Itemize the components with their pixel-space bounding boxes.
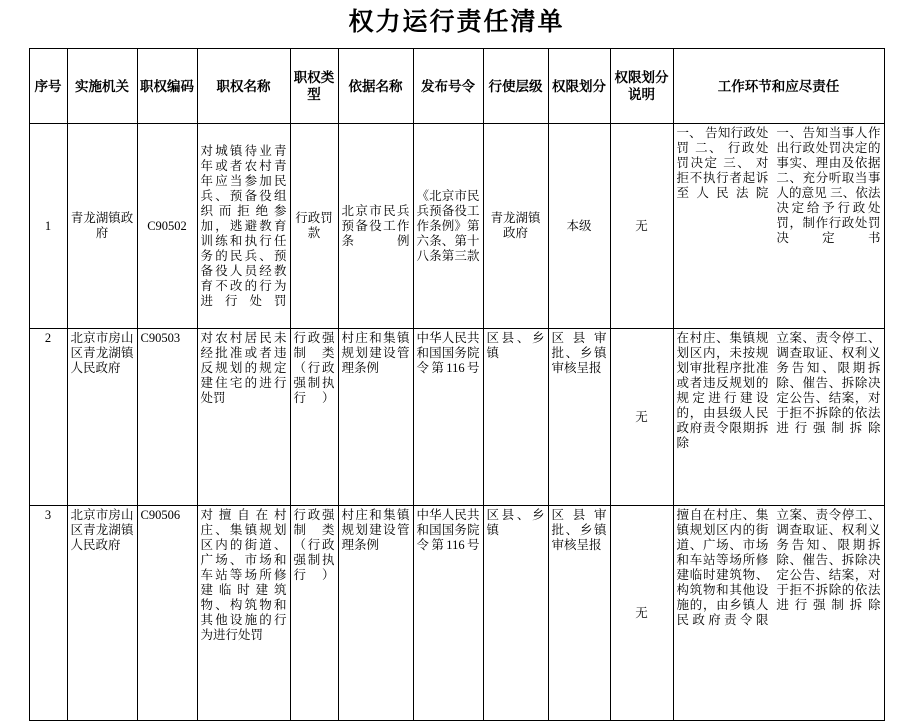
cell-scope: 一、 告知行政处罚 二、 行政处罚决定 三、 对拒不执行者起诉至人民法院 [676,126,769,200]
cell-duty-detail: 立案、责令停工、调查取证、权利义务告知、限期拆除、催告、拆除决定公告、结案，对于拒不拆除的依法进行强制拆除 [776,508,881,612]
cell-type: 行政强制类（行政强制执行） [290,506,338,721]
column-header-seq: 序号 [29,49,67,124]
cell-division: 区县审批、乡镇审核呈报 [548,329,610,506]
cell-division-note: 无 [610,124,673,329]
column-header-division-note: 权限划分说明 [610,49,673,124]
cell-seq: 1 [29,124,67,329]
cell-code: C90503 [137,329,197,506]
cell-decree: 中华人民共和国国务院令第116号 [413,329,483,506]
column-header-division: 权限划分 [548,49,610,124]
cell-name: 对擅自在村庄、集镇规划区内的街道、广场、市场和车站等场所修建临时建筑物、构筑物和其他设施的行为进行处罚 [197,506,290,721]
cell-type: 行政罚款 [290,124,338,329]
cell-seq: 2 [29,329,67,506]
cell-scope: 在村庄、集镇规划区内，未按规划审批程序批准或者违反规划的规定进行建设的，由县级人民政府责令限期拆除 [676,331,769,450]
cell-organ: 北京市房山区青龙湖镇人民政府 [67,506,137,721]
cell-division-note: 无 [610,329,673,506]
table-row [29,506,884,721]
cell-duties [673,506,884,721]
cell-decree: 中华人民共和国国务院令第116号 [413,506,483,721]
table-row [29,329,884,506]
column-header-level: 行使层级 [483,49,548,124]
cell-division-note: 无 [610,506,673,721]
document-page [0,8,913,725]
cell-scope: 擅自在村庄、集镇规划区内的街道、广场、市场和车站等场所修建临时建筑物、构筑物和其他设施的，由乡镇人民政府责令限 [676,508,769,627]
cell-code: C90506 [137,506,197,721]
cell-duties [673,329,884,506]
column-header-organ: 实施机关 [67,49,137,124]
table-header-row [29,49,884,124]
column-header-name: 职权名称 [197,49,290,124]
cell-organ: 北京市房山区青龙湖镇人民政府 [67,329,137,506]
cell-basis: 北京市民兵预备役工作条例 [338,124,413,329]
column-header-duties: 工作环节和应尽责任 [673,49,884,124]
column-header-decree: 发布号令 [413,49,483,124]
cell-level: 青龙湖镇政府 [483,124,548,329]
cell-division: 本级 [548,124,610,329]
cell-basis: 村庄和集镇规划建设管理条例 [338,506,413,721]
cell-division: 区县审批、乡镇审核呈报 [548,506,610,721]
cell-seq: 3 [29,506,67,721]
cell-duty-detail: 立案、责令停工、调查取证、权利义务告知、限期拆除、催告、拆除决定公告、结案，对于拒不拆除的依法进行强制拆除 [776,331,881,435]
cell-decree: 《北京市民兵预备役工作条例》第六条、第十八条第三款 [413,124,483,329]
cell-organ: 青龙湖镇政府 [67,124,137,329]
power-responsibility-table [29,48,885,721]
column-header-type: 职权类型 [290,49,338,124]
column-header-basis: 依据名称 [338,49,413,124]
cell-level: 区县、乡镇 [483,329,548,506]
cell-name: 对农村居民未经批准或者违反规划的规定建住宅的进行处罚 [197,329,290,506]
cell-basis: 村庄和集镇规划建设管理条例 [338,329,413,506]
table-row [29,124,884,329]
cell-code: C90502 [137,124,197,329]
cell-level: 区县、乡镇 [483,506,548,721]
cell-duty-detail: 一、告知当事人作出行政处罚决定的事实、理由及依据 二、充分听取当事人的意见 三、依法决定给予行政处罚，制作行政处罚决定书 [776,126,881,245]
page-title: 权力运行责任清单 [348,9,565,36]
cell-duties [673,124,884,329]
cell-name: 对城镇待业青年或者农村青年应当参加民兵、预备役组织而拒绝参加，逃避教育训练和执行任务的民兵、预备役人员经教育不改的行为进行处罚 [197,124,290,329]
column-header-code: 职权编码 [137,49,197,124]
cell-type: 行政强制类（行政强制执行） [290,329,338,506]
